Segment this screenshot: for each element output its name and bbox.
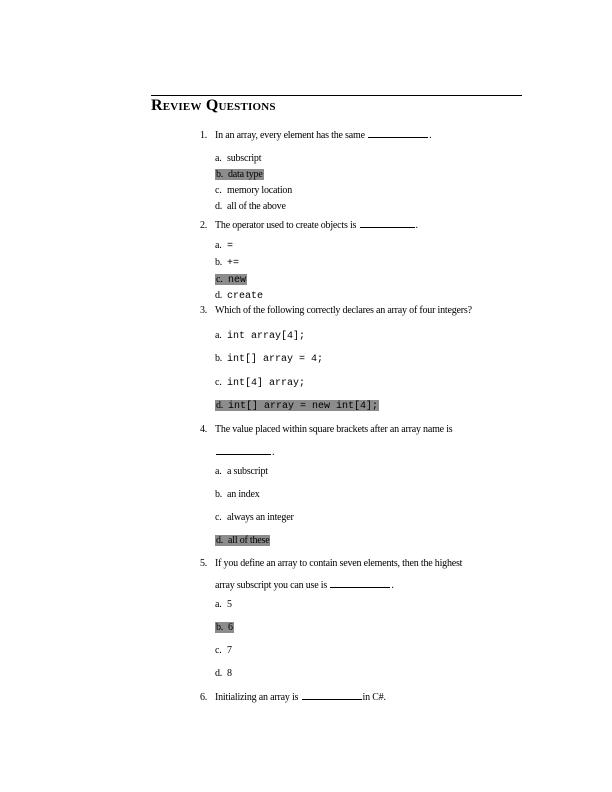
- option-2c: c. new: [216, 274, 247, 286]
- option-text: always an integer: [227, 512, 294, 523]
- option-text: int[] array = 4;: [227, 354, 324, 365]
- question-stem-continued: array subscript you can use is: [215, 580, 328, 591]
- option-4b: b. an index: [215, 489, 260, 500]
- question-number: 3.: [200, 305, 208, 316]
- option-5c: c. 7: [215, 645, 232, 656]
- option-text: int[4] array;: [227, 378, 306, 389]
- question-6: 6. Initializing an array is in C#.: [200, 692, 386, 703]
- question-number: 6.: [200, 692, 208, 703]
- option-text-correct: all of these: [228, 535, 270, 546]
- option-text: all of the above: [227, 201, 286, 212]
- option-3b: b. int[] array = 4;: [215, 353, 324, 365]
- section-title: Review Questions: [151, 97, 276, 114]
- option-text: int array[4];: [227, 331, 306, 342]
- option-5a: a. 5: [215, 599, 232, 610]
- option-3a: a. int array[4];: [215, 330, 306, 342]
- question-1: 1. In an array, every element has the same .: [200, 130, 432, 141]
- answer-blank: [368, 128, 428, 138]
- option-1d: d. all of the above: [215, 201, 286, 212]
- answer-blank: [216, 445, 271, 455]
- question-number: 2.: [200, 220, 208, 231]
- option-3d: d. int[] array = new int[4];: [216, 400, 379, 412]
- option-text-correct: 6: [228, 622, 233, 633]
- option-text-correct: new: [228, 275, 247, 286]
- option-text: create: [227, 291, 264, 302]
- question-5: [200, 558, 462, 569]
- option-5d: d. 8: [215, 668, 232, 679]
- question-number: 1.: [200, 130, 208, 141]
- top-rule: [151, 95, 522, 96]
- option-text: =: [227, 241, 234, 252]
- option-text: 7: [227, 645, 232, 656]
- question-4: [200, 424, 452, 435]
- question-number: 5.: [200, 558, 208, 569]
- question-stem: The operator used to create objects is: [215, 220, 357, 231]
- answer-blank: [330, 578, 390, 588]
- option-text: an index: [227, 489, 260, 500]
- question-number: 4.: [200, 424, 208, 435]
- option-text: subscript: [227, 153, 262, 164]
- question-5-line-2: array subscript you can use is .: [215, 580, 394, 591]
- option-text: memory location: [227, 185, 293, 196]
- option-text: 8: [227, 668, 232, 679]
- option-2b: b. +=: [215, 257, 240, 269]
- question-4-blank-line: .: [215, 445, 274, 458]
- option-text-correct: data type: [228, 169, 263, 180]
- question-2: 2. The operator used to create objects is .: [200, 220, 418, 231]
- option-4c: c. always an integer: [215, 512, 294, 523]
- option-2a: a. =: [215, 240, 234, 252]
- option-2d: d. create: [215, 290, 264, 302]
- option-text-correct: int[] array = new int[4];: [228, 401, 379, 412]
- option-1a: a. subscript: [215, 153, 262, 164]
- question-3: [200, 305, 472, 316]
- option-3c: c. int[4] array;: [215, 377, 306, 389]
- answer-blank: [360, 218, 415, 228]
- option-1b: b. data type: [216, 169, 263, 180]
- option-1c: c. memory location: [215, 185, 293, 196]
- option-4a: a. a subscript: [215, 466, 268, 477]
- option-text: a subscript: [227, 466, 268, 477]
- question-stem: The value placed within square brackets after an array name is: [215, 424, 453, 435]
- question-stem: Which of the following correctly declares an array of four integers?: [215, 305, 472, 316]
- answer-blank: [302, 690, 362, 700]
- question-stem: If you define an array to contain seven elements, then the highest: [215, 558, 463, 569]
- option-text: 5: [227, 599, 232, 610]
- question-stem: Initializing an array is: [215, 692, 299, 703]
- option-4d: d. all of these: [216, 535, 270, 546]
- option-5b: b. 6: [216, 622, 233, 633]
- question-stem: In an array, every element has the same: [215, 130, 365, 141]
- option-text: +=: [227, 258, 240, 269]
